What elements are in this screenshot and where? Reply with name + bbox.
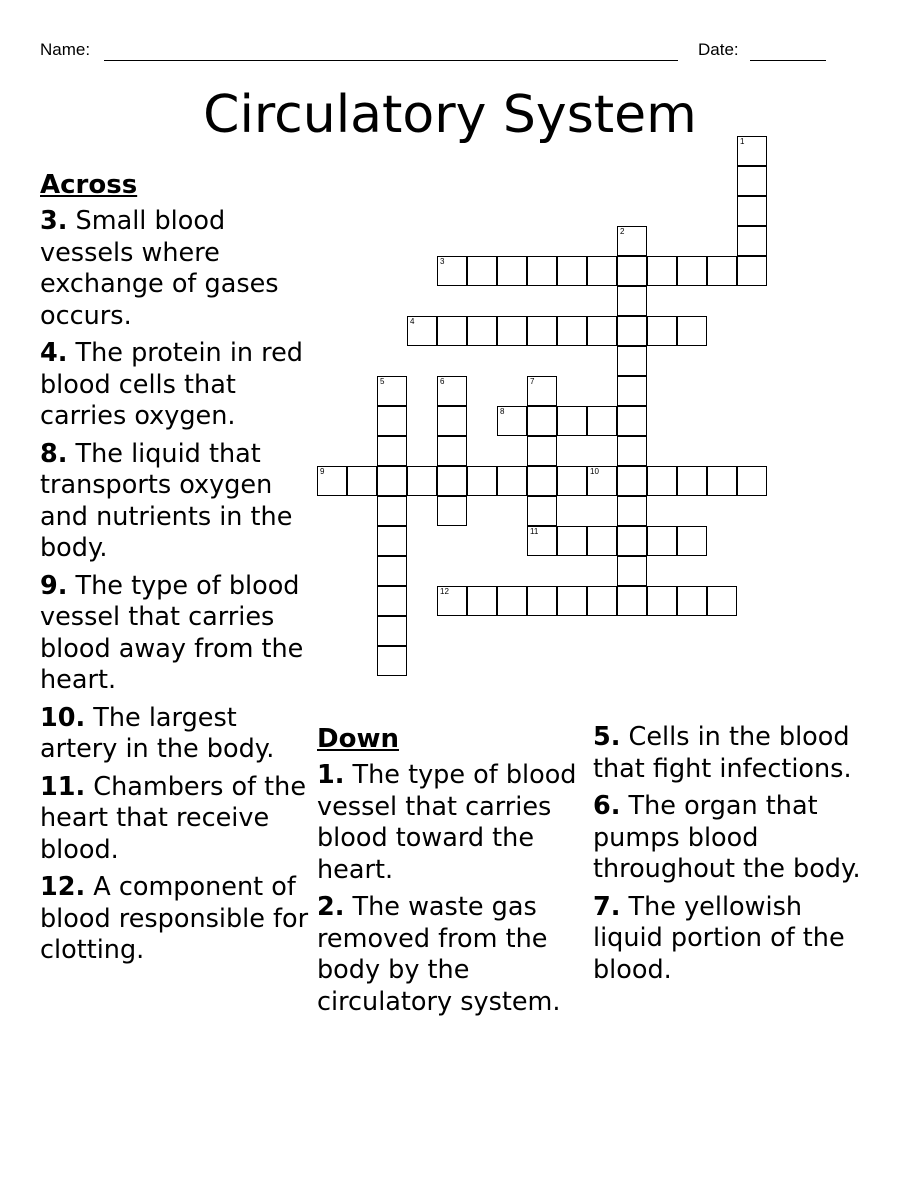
grid-cell[interactable] — [557, 316, 587, 346]
grid-cell[interactable] — [527, 406, 557, 436]
across-heading: Across — [40, 170, 138, 200]
grid-cell[interactable] — [617, 496, 647, 526]
grid-cell[interactable] — [437, 256, 467, 286]
grid-cell[interactable] — [377, 406, 407, 436]
grid-cell[interactable] — [587, 466, 617, 496]
grid-cell[interactable] — [497, 256, 527, 286]
clue-number: 12. — [40, 872, 86, 902]
grid-cell[interactable] — [587, 526, 617, 556]
grid-cell[interactable] — [707, 586, 737, 616]
grid-cell[interactable] — [437, 376, 467, 406]
clue-text: The largest artery in the body. — [40, 702, 275, 764]
grid-cell[interactable] — [557, 586, 587, 616]
cell-number: 11 — [530, 527, 539, 536]
grid-cell[interactable] — [467, 466, 497, 496]
clue-across-8 — [40, 439, 310, 565]
clue-number: 6. — [593, 791, 621, 821]
grid-cell[interactable] — [437, 466, 467, 496]
grid-cell[interactable] — [527, 496, 557, 526]
grid-cell[interactable] — [407, 466, 437, 496]
clue-text: A component of blood responsible for clotting. — [40, 872, 309, 965]
grid-cell[interactable] — [617, 436, 647, 466]
grid-cell[interactable] — [377, 646, 407, 676]
grid-cell[interactable] — [617, 346, 647, 376]
grid-cell[interactable] — [497, 466, 527, 496]
grid-cell[interactable] — [467, 256, 497, 286]
grid-cell[interactable] — [407, 316, 437, 346]
grid-cell[interactable] — [737, 226, 767, 256]
grid-cell[interactable] — [677, 526, 707, 556]
clue-across-10 — [40, 703, 310, 766]
grid-cell[interactable] — [497, 586, 527, 616]
grid-cell[interactable] — [347, 466, 377, 496]
grid-cell[interactable] — [377, 466, 407, 496]
clue-text: Small blood vessels where exchange of gases occurs. — [40, 206, 279, 331]
grid-cell[interactable] — [437, 436, 467, 466]
grid-cell[interactable] — [527, 436, 557, 466]
cell-number: 7 — [530, 377, 535, 386]
grid-cell[interactable] — [377, 436, 407, 466]
cell-number: 1 — [740, 137, 745, 146]
cell-number: 2 — [620, 227, 625, 236]
clue-text: The organ that pumps blood throughout the body. — [593, 791, 861, 884]
grid-cell[interactable] — [437, 406, 467, 436]
header — [40, 40, 840, 66]
cell-number: 8 — [500, 407, 505, 416]
grid-cell[interactable] — [707, 256, 737, 286]
clue-number: 1. — [317, 760, 345, 790]
grid-cell[interactable] — [527, 586, 557, 616]
grid-cell[interactable] — [557, 466, 587, 496]
grid-cell[interactable] — [617, 376, 647, 406]
grid-cell[interactable] — [497, 316, 527, 346]
grid-cell[interactable] — [617, 286, 647, 316]
grid-cell[interactable] — [737, 196, 767, 226]
name-blank[interactable] — [104, 60, 678, 61]
grid-cell[interactable] — [707, 466, 737, 496]
grid-cell[interactable] — [587, 316, 617, 346]
grid-cell[interactable] — [377, 376, 407, 406]
grid-cell[interactable] — [617, 586, 647, 616]
grid-cell[interactable] — [587, 586, 617, 616]
grid-cell[interactable] — [377, 496, 407, 526]
grid-cell[interactable] — [677, 586, 707, 616]
clue-number: 2. — [317, 892, 345, 922]
grid-cell[interactable] — [467, 316, 497, 346]
cell-number: 3 — [440, 257, 445, 266]
grid-cell[interactable] — [377, 556, 407, 586]
grid-cell[interactable] — [647, 466, 677, 496]
clue-down-2 — [317, 892, 587, 1018]
grid-cell[interactable] — [437, 316, 467, 346]
clue-text: Cells in the blood that fight infections. — [593, 722, 852, 784]
date-label: Date: — [698, 40, 739, 59]
clue-down-5 — [593, 722, 863, 785]
clue-number: 5. — [593, 722, 621, 752]
grid-cell[interactable] — [647, 316, 677, 346]
page-title: Circulatory System — [203, 85, 697, 145]
clue-across-9 — [40, 571, 310, 697]
clue-text: Chambers of the heart that receive blood. — [40, 771, 307, 865]
grid-cell[interactable] — [677, 466, 707, 496]
clue-number: 9. — [40, 570, 68, 601]
grid-cell[interactable] — [557, 406, 587, 436]
clue-down-6 — [593, 791, 863, 886]
clue-across-4 — [40, 338, 310, 433]
down-clues-continued — [593, 722, 863, 992]
clue-number: 8. — [40, 438, 68, 469]
grid-cell[interactable] — [647, 256, 677, 286]
clue-down-1 — [317, 760, 587, 886]
across-clues — [40, 168, 310, 973]
clue-text: The protein in red blood cells that carries oxygen. — [40, 338, 303, 431]
clue-text: The type of blood vessel that carries blood toward the heart. — [317, 760, 577, 885]
clue-number: 10. — [40, 702, 86, 733]
grid-cell[interactable] — [587, 406, 617, 436]
clue-text: The liquid that transports oxygen and nutrients in the body. — [40, 438, 293, 563]
clue-text: The waste gas removed from the body by the circulatory system. — [317, 892, 561, 1017]
grid-cell[interactable] — [467, 586, 497, 616]
grid-cell[interactable] — [617, 406, 647, 436]
clue-across-11 — [40, 772, 310, 867]
down-heading: Down — [317, 724, 399, 754]
grid-cell[interactable] — [737, 166, 767, 196]
cell-number: 6 — [440, 377, 445, 386]
clue-number: 4. — [40, 338, 68, 368]
date-blank[interactable] — [750, 60, 826, 61]
grid-cell[interactable] — [617, 526, 647, 556]
cell-number: 5 — [380, 377, 385, 386]
grid-cell[interactable] — [527, 376, 557, 406]
cell-number: 4 — [410, 317, 415, 326]
grid-cell[interactable] — [617, 226, 647, 256]
grid-cell[interactable] — [617, 316, 647, 346]
name-label: Name: — [40, 40, 91, 59]
clue-text: The type of blood vessel that carries blood away from the heart. — [40, 570, 304, 695]
grid-cell[interactable] — [647, 586, 677, 616]
grid-cell[interactable] — [737, 256, 767, 286]
grid-cell[interactable] — [377, 616, 407, 646]
grid-cell[interactable] — [437, 586, 467, 616]
grid-cell[interactable] — [527, 256, 557, 286]
cell-number: 9 — [320, 467, 325, 476]
grid-cell[interactable] — [497, 406, 527, 436]
grid-cell[interactable] — [737, 466, 767, 496]
grid-cell[interactable] — [437, 496, 467, 526]
grid-cell[interactable] — [527, 466, 557, 496]
cell-number: 10 — [590, 467, 599, 476]
grid-cell[interactable] — [377, 526, 407, 556]
grid-cell[interactable] — [377, 586, 407, 616]
cell-number: 12 — [440, 587, 449, 596]
grid-cell[interactable] — [317, 466, 347, 496]
down-clues — [317, 722, 587, 1024]
grid-cell[interactable] — [557, 526, 587, 556]
grid-cell[interactable] — [557, 256, 587, 286]
grid-cell[interactable] — [617, 256, 647, 286]
clue-across-3 — [40, 206, 310, 332]
grid-cell[interactable] — [647, 526, 677, 556]
clue-down-7 — [593, 892, 863, 987]
grid-cell[interactable] — [617, 466, 647, 496]
grid-cell[interactable] — [677, 256, 707, 286]
grid-cell[interactable] — [617, 556, 647, 586]
grid-cell[interactable] — [527, 316, 557, 346]
clue-number: 11. — [40, 771, 86, 802]
clue-text: The yellowish liquid portion of the blood. — [593, 891, 845, 985]
grid-cell[interactable] — [527, 526, 557, 556]
grid-cell[interactable] — [587, 256, 617, 286]
clue-number: 3. — [40, 206, 68, 236]
clue-number: 7. — [593, 891, 621, 922]
clue-across-12 — [40, 872, 310, 967]
grid-cell[interactable] — [677, 316, 707, 346]
